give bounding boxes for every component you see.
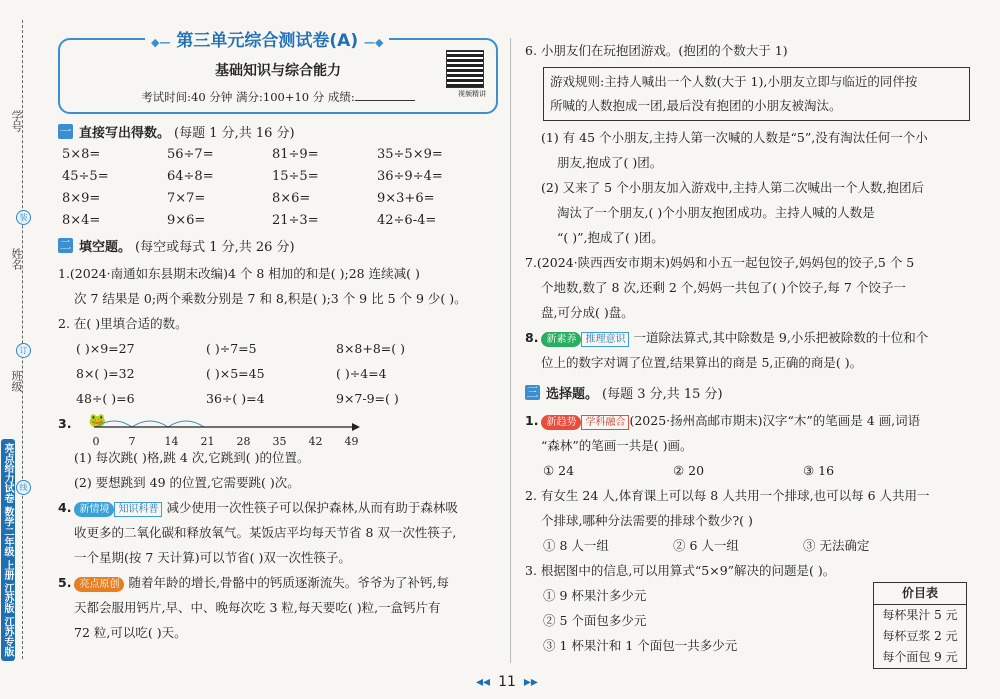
tick-label: 28	[236, 435, 251, 448]
left-column	[58, 31, 498, 645]
title-box	[58, 31, 498, 114]
column-divider	[510, 38, 511, 663]
question-number: 8.	[525, 330, 539, 345]
tag-badge: 学科融合	[581, 415, 629, 430]
fill-grid	[58, 336, 498, 411]
page-number-text: 11	[498, 674, 516, 690]
brand-label: 亮点给力试卷 数学二年级 上册 江苏版 江苏专版	[1, 439, 15, 661]
question-5	[58, 570, 498, 645]
question-6	[525, 38, 970, 63]
section-title: 直接写出得数。	[79, 126, 171, 141]
page-title	[145, 26, 389, 51]
price-row: 每个面包 9 元	[882, 650, 958, 664]
decor-icon: ◆—	[151, 36, 171, 49]
question-text: 个排球,哪种分法需要的排球个数少?( )	[541, 513, 753, 528]
section-3-header	[525, 383, 970, 402]
calc-item[interactable]: 5×8=	[62, 147, 101, 162]
question-text: 7.(2024·陕西西安市期末)妈妈和小五一起包饺子,妈妈包的饺子,5 个 5	[525, 255, 915, 270]
question-number: 3.	[58, 416, 72, 431]
price-table	[873, 582, 967, 669]
calc-item[interactable]: 15÷5=	[272, 169, 319, 184]
exam-meta-text: 考试时间:40 分钟 满分:100+10 分 成绩:	[141, 90, 355, 104]
prev-page-icon[interactable]: ◂◂	[476, 674, 491, 690]
calc-grid	[62, 147, 498, 228]
price-row: 每杯果汁 5 元	[882, 608, 958, 622]
qr-label: 视频精讲	[458, 90, 486, 98]
calc-item[interactable]: 36÷9÷4=	[377, 169, 443, 184]
option[interactable]: ① 24	[543, 463, 575, 478]
question-text: (1) 有 45 个小朋友,主持人第一次喊的人数是“5”,没有淘汰任何一个小	[541, 130, 928, 145]
question-text[interactable]: 次 7 结果是 0;两个乘数分别是 7 和 8,积是( );3 个 9 比 5 个 9 少( )。	[74, 291, 467, 306]
tick-label: 7	[128, 435, 136, 448]
option[interactable]: ② 6 人一组	[673, 538, 739, 553]
question-number: 4.	[58, 500, 72, 515]
choice-2	[525, 483, 970, 533]
tick-label: 42	[308, 435, 323, 448]
frog-icon: 🐸	[88, 413, 106, 429]
question-text[interactable]: 盘,可分成( )盘。	[541, 305, 634, 320]
fill-item[interactable]: 8×( )=32	[76, 366, 135, 381]
question-7	[525, 250, 970, 325]
question-text: 收更多的二氧化碳和释放氧气。某饭店平均每天节省 8 双一次性筷子,	[74, 525, 457, 540]
page-number	[476, 674, 538, 690]
question-text[interactable]: 个地数,数了 8 次,还剩 2 个,妈妈一共包了( )个饺子,每 7 个饺子一	[541, 280, 906, 295]
decor-icon: —◆	[364, 36, 384, 49]
tag-badge: 知识科普	[114, 502, 162, 517]
fill-item[interactable]: ( )×9=27	[76, 341, 135, 356]
question-text[interactable]: 淘汰了一个朋友,( )个小朋友抱团成功。主持人喊的人数是	[557, 205, 875, 220]
class-label: 班级	[10, 370, 23, 392]
question-text[interactable]: 位上的数字对调了位置,结果算出的商是 5,正确的商是( )。	[541, 355, 863, 370]
option[interactable]: ③ 1 杯果汁和 1 个面包一共多少元	[543, 638, 738, 653]
fill-item[interactable]: ( )÷7=5	[206, 341, 257, 356]
choice-1-options	[525, 458, 970, 483]
section-1-header	[58, 122, 498, 141]
calc-item[interactable]: 8×4=	[62, 213, 101, 228]
calc-item[interactable]: 8×6=	[272, 191, 311, 206]
section-title: 选择题。	[546, 387, 599, 402]
fill-item[interactable]: 36÷( )=4	[206, 391, 265, 406]
option[interactable]: ② 20	[673, 463, 705, 478]
tag-badge: 新趋势	[541, 415, 581, 430]
question-3-1[interactable]: (1) 每次跳( )格,跳 4 次,它跳到( )的位置。	[74, 450, 310, 465]
calc-item[interactable]: 56÷7=	[167, 147, 214, 162]
rules-text: 所喊的人数抱成一团,最后没有抱团的小朋友被淘汰。	[550, 98, 842, 113]
qr-code-icon[interactable]	[446, 50, 484, 88]
cut-mark: 装	[16, 210, 31, 225]
title-text: 第三单元综合测试卷(A)	[176, 31, 359, 51]
section-note: (每题 3 分,共 15 分)	[602, 387, 723, 402]
calc-item[interactable]: 64÷8=	[167, 169, 214, 184]
tag-badge: 亮点原创	[74, 577, 124, 592]
calc-item[interactable]: 9×3+6=	[377, 191, 435, 206]
calc-item[interactable]: 81÷9=	[272, 147, 319, 162]
section-number: 二	[59, 238, 72, 252]
binding-strip	[0, 0, 42, 699]
option[interactable]: ③ 无法确定	[803, 538, 870, 553]
option[interactable]: ② 5 个面包多少元	[543, 613, 647, 628]
calc-item[interactable]: 7×7=	[167, 191, 206, 206]
question-text: (2025·扬州高邮市期末)汉字“木”的笔画是 4 画,词语	[629, 413, 921, 428]
section-number: 一	[59, 124, 72, 138]
question-number: 1.	[525, 413, 539, 428]
question-text: 随着年龄的增长,骨骼中的钙质逐渐流失。爷爷为了补钙,每	[128, 575, 449, 590]
question-text: 2. 有女生 24 人,体育课上可以每 8 人共用一个排球,也可以每 6 人共用一	[525, 488, 930, 503]
question-text: 6. 小朋友们在玩抱团游戏。(抱团的个数大于 1)	[525, 43, 788, 58]
name-label: 姓名	[10, 248, 23, 270]
section-2-header	[58, 236, 498, 255]
question-text: (2) 又来了 5 个小朋友加入游戏中,主持人第二次喊出一个人数,抱团后	[541, 180, 925, 195]
cut-mark: 订	[16, 343, 31, 358]
question-1	[58, 261, 498, 336]
subtitle: 基础知识与综合能力	[215, 63, 341, 79]
exam-meta	[70, 89, 486, 105]
calc-item[interactable]: 8×9=	[62, 191, 101, 206]
fill-item[interactable]: 8×8+8=( )	[336, 341, 406, 356]
calc-item[interactable]: 35÷5×9=	[377, 147, 443, 162]
calc-item[interactable]: 21÷3=	[272, 213, 319, 228]
question-text[interactable]: 72 粒,可以吃( )天。	[74, 625, 187, 640]
section-number: 三	[526, 385, 539, 399]
question-text: 2. 在( )里填合适的数。	[58, 316, 188, 331]
option[interactable]: ① 8 人一组	[543, 538, 609, 553]
tick-label: 49	[344, 435, 359, 448]
fill-item[interactable]: 48÷( )=6	[76, 391, 135, 406]
fill-item[interactable]: ( )÷4=4	[336, 366, 387, 381]
question-text[interactable]: 朋友,抱成了( )团。	[557, 155, 663, 170]
next-page-icon[interactable]: ▸▸	[523, 674, 538, 690]
question-text: “森林”的笔画一共是( )画。	[541, 438, 693, 453]
tag-badge: 新素养	[541, 332, 581, 347]
choice-1	[525, 408, 970, 458]
fill-item[interactable]: 9×7-9=( )	[336, 391, 399, 406]
rules-text: 游戏规则:主持人喊出一个人数(大于 1),小朋友立即与临近的同伴按	[550, 74, 918, 89]
choice-3: 3. 根据图中的信息,可以用算式“5×9”解决的问题是( )。	[525, 563, 836, 578]
choice-2-options	[525, 533, 970, 558]
right-column	[525, 38, 970, 658]
tag-badge: 推理意识	[581, 332, 629, 347]
tag-badge: 新情境	[74, 502, 114, 517]
question-text: 减少使用一次性筷子可以保护森林,从而有助于森林吸	[166, 500, 458, 515]
question-text[interactable]: “( )”,抱成了( )团。	[557, 230, 664, 245]
option[interactable]: ③ 16	[803, 463, 835, 478]
tick-label: 35	[272, 435, 287, 448]
calc-item[interactable]: 45÷5=	[62, 169, 109, 184]
section-note: (每空或每式 1 分,共 26 分)	[135, 240, 295, 255]
question-text[interactable]: 天都会服用钙片,早、中、晚每次吃 3 粒,每天要吃( )粒,一盒钙片有	[74, 600, 441, 615]
calc-item[interactable]: 9×6=	[167, 213, 206, 228]
game-rules-box	[543, 67, 970, 121]
tick-label: 14	[164, 435, 179, 448]
question-3-2[interactable]: (2) 要想跳到 49 的位置,它需要跳( )次。	[74, 475, 300, 490]
question-text[interactable]: 1.(2024·南通如东县期末改编)4 个 8 相加的和是( );28 连续减( )	[58, 266, 420, 281]
cut-mark: 线	[16, 480, 31, 495]
calc-item[interactable]: 42÷6-4=	[377, 213, 437, 228]
score-blank[interactable]	[355, 100, 415, 101]
student-id-label: 学号	[10, 110, 23, 132]
price-row: 每杯豆浆 2 元	[882, 629, 958, 643]
question-4	[58, 495, 498, 570]
section-note: (每题 1 分,共 16 分)	[174, 126, 295, 141]
tick-label: 0	[92, 435, 100, 448]
fill-item[interactable]: ( )×5=45	[206, 366, 265, 381]
option[interactable]: ① 9 杯果汁多少元	[543, 588, 647, 603]
question-text: 一道除法算式,其中除数是 9,小乐把被除数的十位和个	[633, 330, 929, 345]
question-text[interactable]: 一个星期(按 7 天计算)可以节省( )双一次性筷子。	[74, 550, 351, 565]
number-line	[88, 411, 368, 447]
price-table-title: 价目表	[874, 583, 966, 605]
tick-label: 21	[200, 435, 215, 448]
question-number: 5.	[58, 575, 72, 590]
question-3	[58, 411, 498, 447]
question-8	[525, 325, 970, 375]
section-title: 填空题。	[79, 240, 132, 255]
question-6-1	[525, 125, 970, 250]
jump-arc	[96, 421, 204, 427]
